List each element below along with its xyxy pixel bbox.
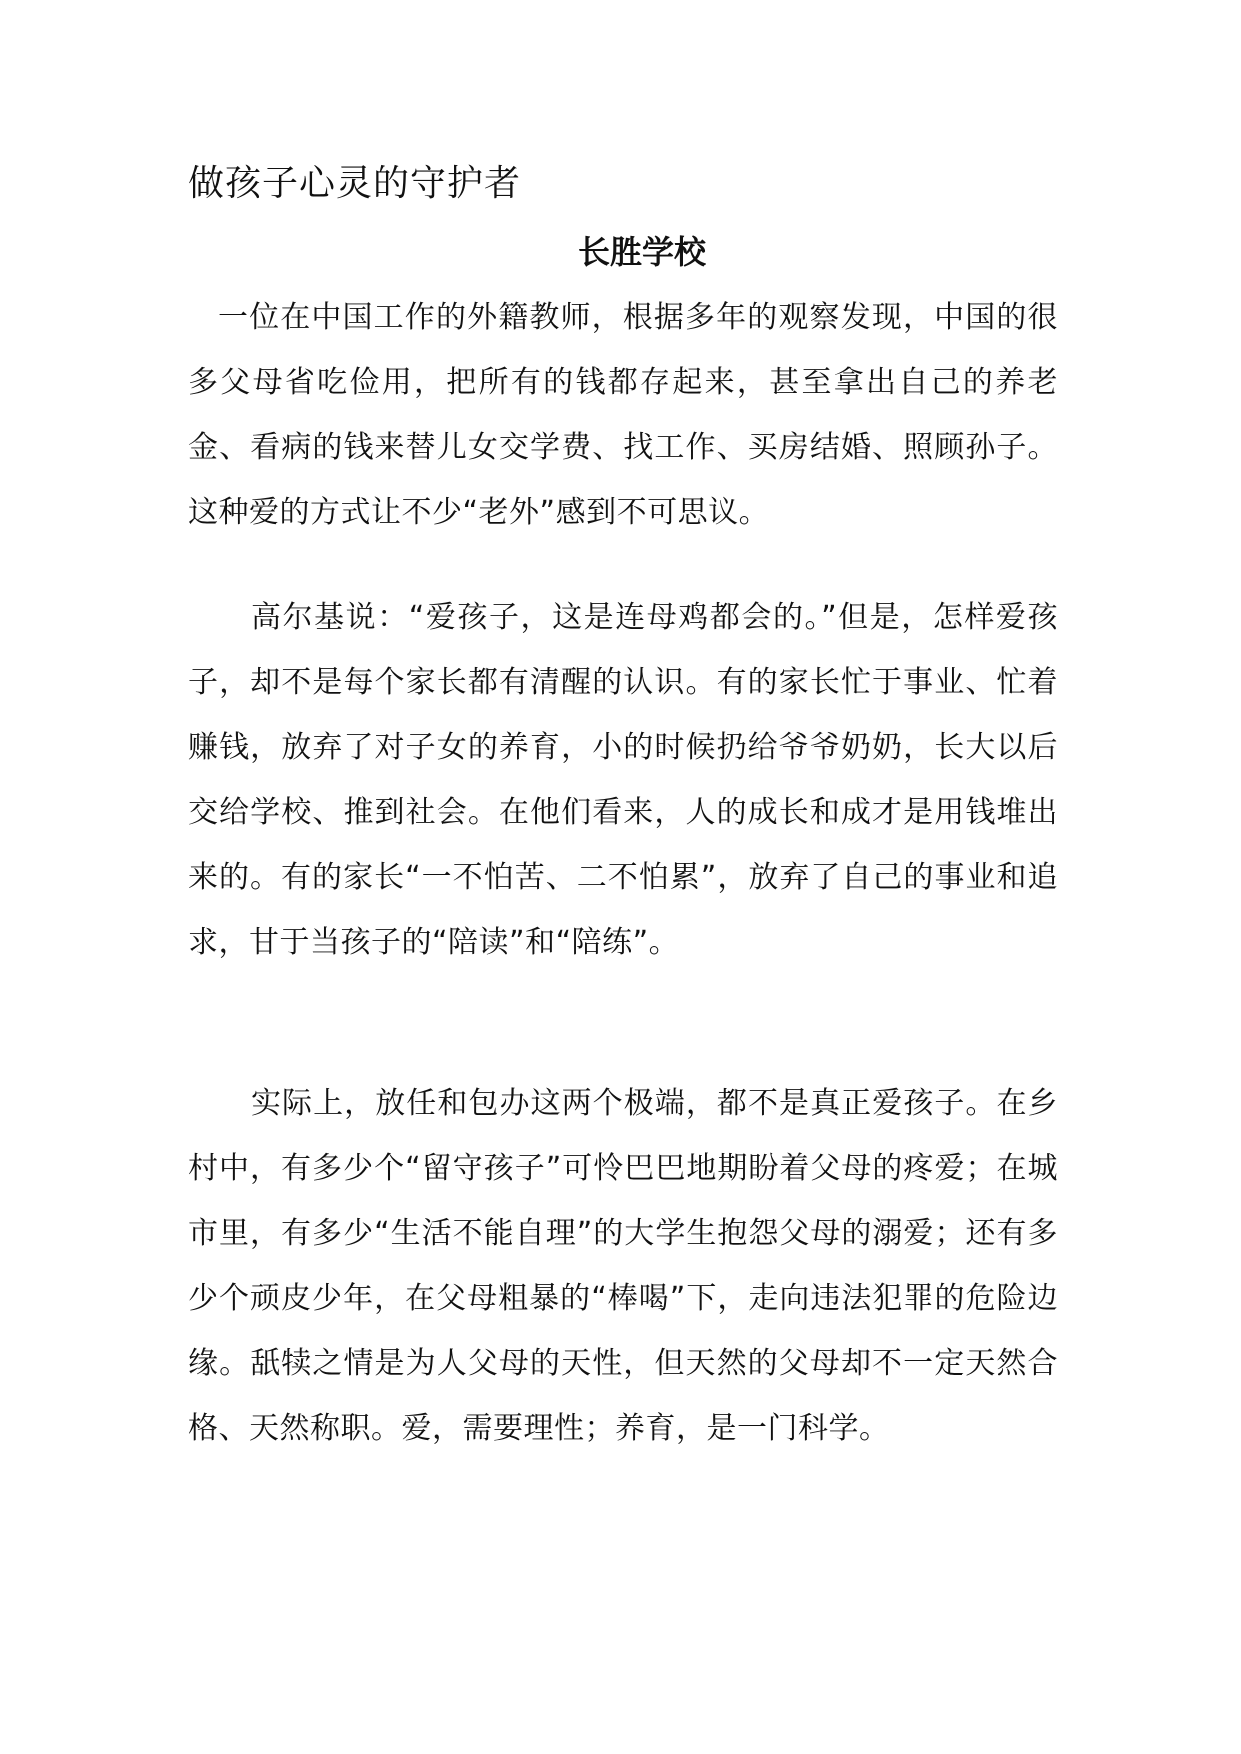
paragraph-2: 高尔基说：“爱孩子，这是连母鸡都会的。”但是，怎样爱孩子，却不是每个家长都有清醒的认识。有的家长忙于事业、忙着赚钱，放弃了对子女的养育，小的时候扔给爷爷奶奶，长大以后交给学校、推到社会。在他们看来，人的成长和成才是用钱堆出来的。有的家长“一不怕苦、二不怕累”，放弃了自己的事业和追求，甘于当孩子的“陪读”和“陪练”。 <box>188 600 1058 960</box>
paragraph-3: 实际上，放任和包办这两个极端，都不是真正爱孩子。在乡村中，有多少个“留守孩子”可怜巴巴地期盼着父母的疼爱；在城市里，有多少“生活不能自理”的大学生抱怨父母的溺爱；还有多少个顽皮少年，在父母粗暴的“棒喝”下，走向违法犯罪的危险边缘。舐犊之情是为人父母的天性，但天然的父母却不一定天然合格、天然称职。爱，需要理性；养育，是一门科学。 <box>188 1086 1058 1446</box>
document-author: 长胜学校 <box>578 233 707 271</box>
document-title: 做孩子心灵的守护者 <box>188 163 522 204</box>
paragraph-1: 一位在中国工作的外籍教师，根据多年的观察发现，中国的很多父母省吃俭用，把所有的钱都存起来，甚至拿出自己的养老金、看病的钱来替儿女交学费、找工作、买房结婚、照顾孙子。这种爱的方式让不少“老外”感到不可思议。 <box>188 300 1058 530</box>
